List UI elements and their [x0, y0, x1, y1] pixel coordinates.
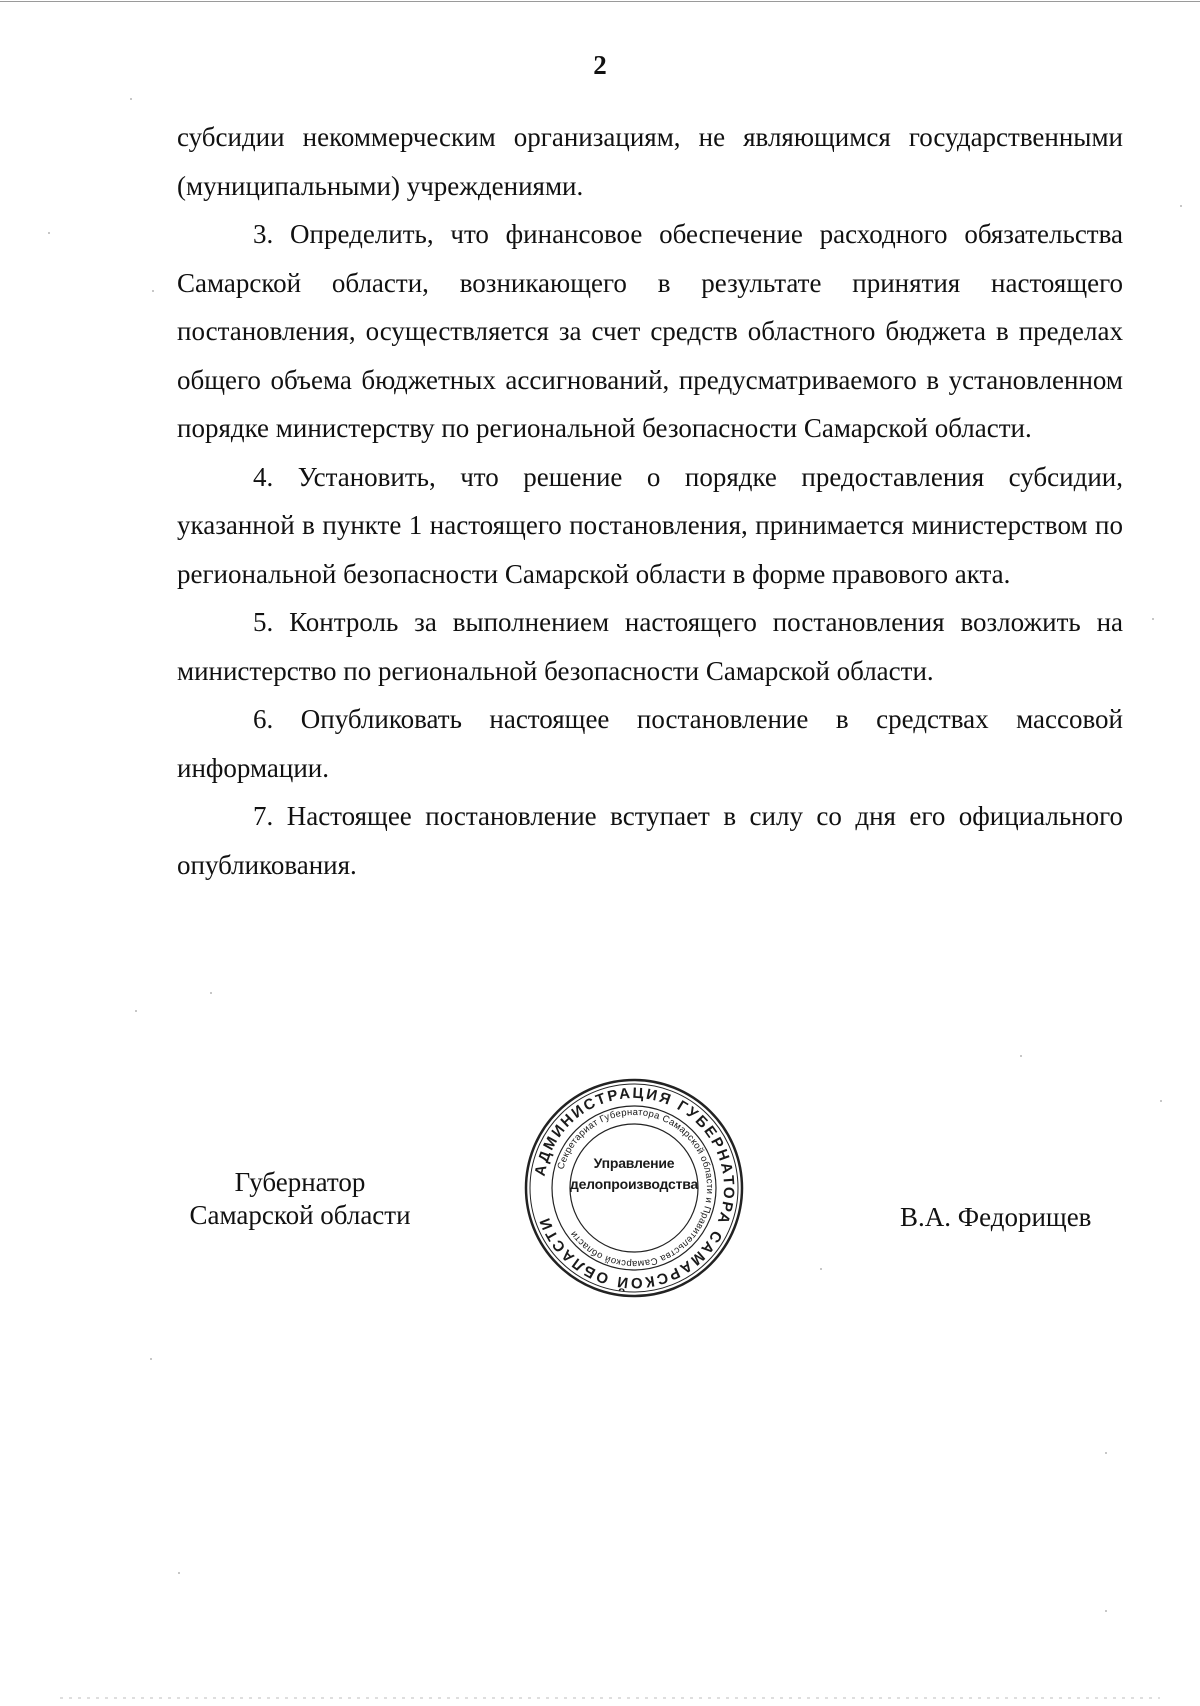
- paragraph-continuation: субсидии некоммерческим организациям, не являющимся государственными (муниципальными) учреждениями.: [177, 122, 1123, 201]
- scan-speck: [210, 992, 212, 994]
- seal-center-line-1: Управление: [593, 1155, 675, 1171]
- scan-speck: [135, 1010, 137, 1012]
- signer-name: В.А. Федорищев: [900, 1202, 1092, 1232]
- scan-speck: [178, 1572, 180, 1574]
- scan-speck: [1160, 1100, 1162, 1102]
- seal-inner-text: Секретариат Губернатора Самарской области и Правительства Самарской области: [555, 1106, 716, 1270]
- seal-outer-text: АДМИНИСТРАЦИЯ ГУБЕРНАТОРА САМАРСКОЙ ОБЛАСТИ: [531, 1084, 738, 1292]
- signer-title: [160, 1166, 440, 1232]
- official-seal: [521, 1075, 747, 1301]
- scan-speck: [152, 290, 154, 292]
- seal-center-text: [564, 1153, 704, 1195]
- paragraph-item-4: 4. Установить, что решение о порядке предоставления субсидии, указанной в пункте 1 настоящего постановления, принимается министерством по региональной безопасности Самарской области в форме правового акта.: [177, 461, 1123, 589]
- seal-middle-ring: [552, 1106, 716, 1270]
- scan-speck: [1105, 1452, 1107, 1454]
- seal-outer-ring-thin: [530, 1084, 738, 1292]
- paragraph-item-6: 6. Опубликовать настоящее постановление в средствах массовой информации.: [177, 704, 1123, 783]
- scan-speck: [130, 98, 132, 100]
- seal-outer-ring: [526, 1080, 742, 1296]
- scan-bottom-edge: [60, 1697, 1160, 1699]
- scan-speck: [1020, 1055, 1022, 1057]
- paragraph-item-3: 3. Определить, что финансовое обеспечение расходного обязательства Самарской области, возникающего в результате принятия настоящего постановления, осуществляется за счет средств областного бюджета в пределах общего объема бюджетных ассигнований, предусматриваемого в установленном порядке министерству по региональной безопасности Самарской области.: [177, 219, 1123, 443]
- scan-speck: [150, 1358, 152, 1360]
- page-number: 2: [593, 50, 607, 80]
- signer-title-line-2: Самарской области: [189, 1200, 411, 1230]
- paragraph-item-7: 7. Настоящее постановление вступает в силу со дня его официального опубликования.: [177, 801, 1123, 880]
- document-body: [177, 113, 1123, 889]
- scan-speck: [1180, 205, 1182, 207]
- scan-speck: [48, 232, 50, 234]
- seal-inner-ring: [570, 1124, 698, 1252]
- scan-top-edge: [0, 1, 1200, 2]
- scan-speck: [820, 1268, 822, 1270]
- paragraph-item-5: 5. Контроль за выполнением настоящего постановления возложить на министерство по региональной безопасности Самарской области.: [177, 607, 1123, 686]
- scan-speck: [1152, 618, 1154, 620]
- scan-speck: [1105, 1610, 1107, 1612]
- signer-title-line-1: Губернатор: [234, 1167, 366, 1197]
- seal-center-line-2: делопроизводства: [569, 1176, 699, 1192]
- seal-graphic: [521, 1075, 747, 1301]
